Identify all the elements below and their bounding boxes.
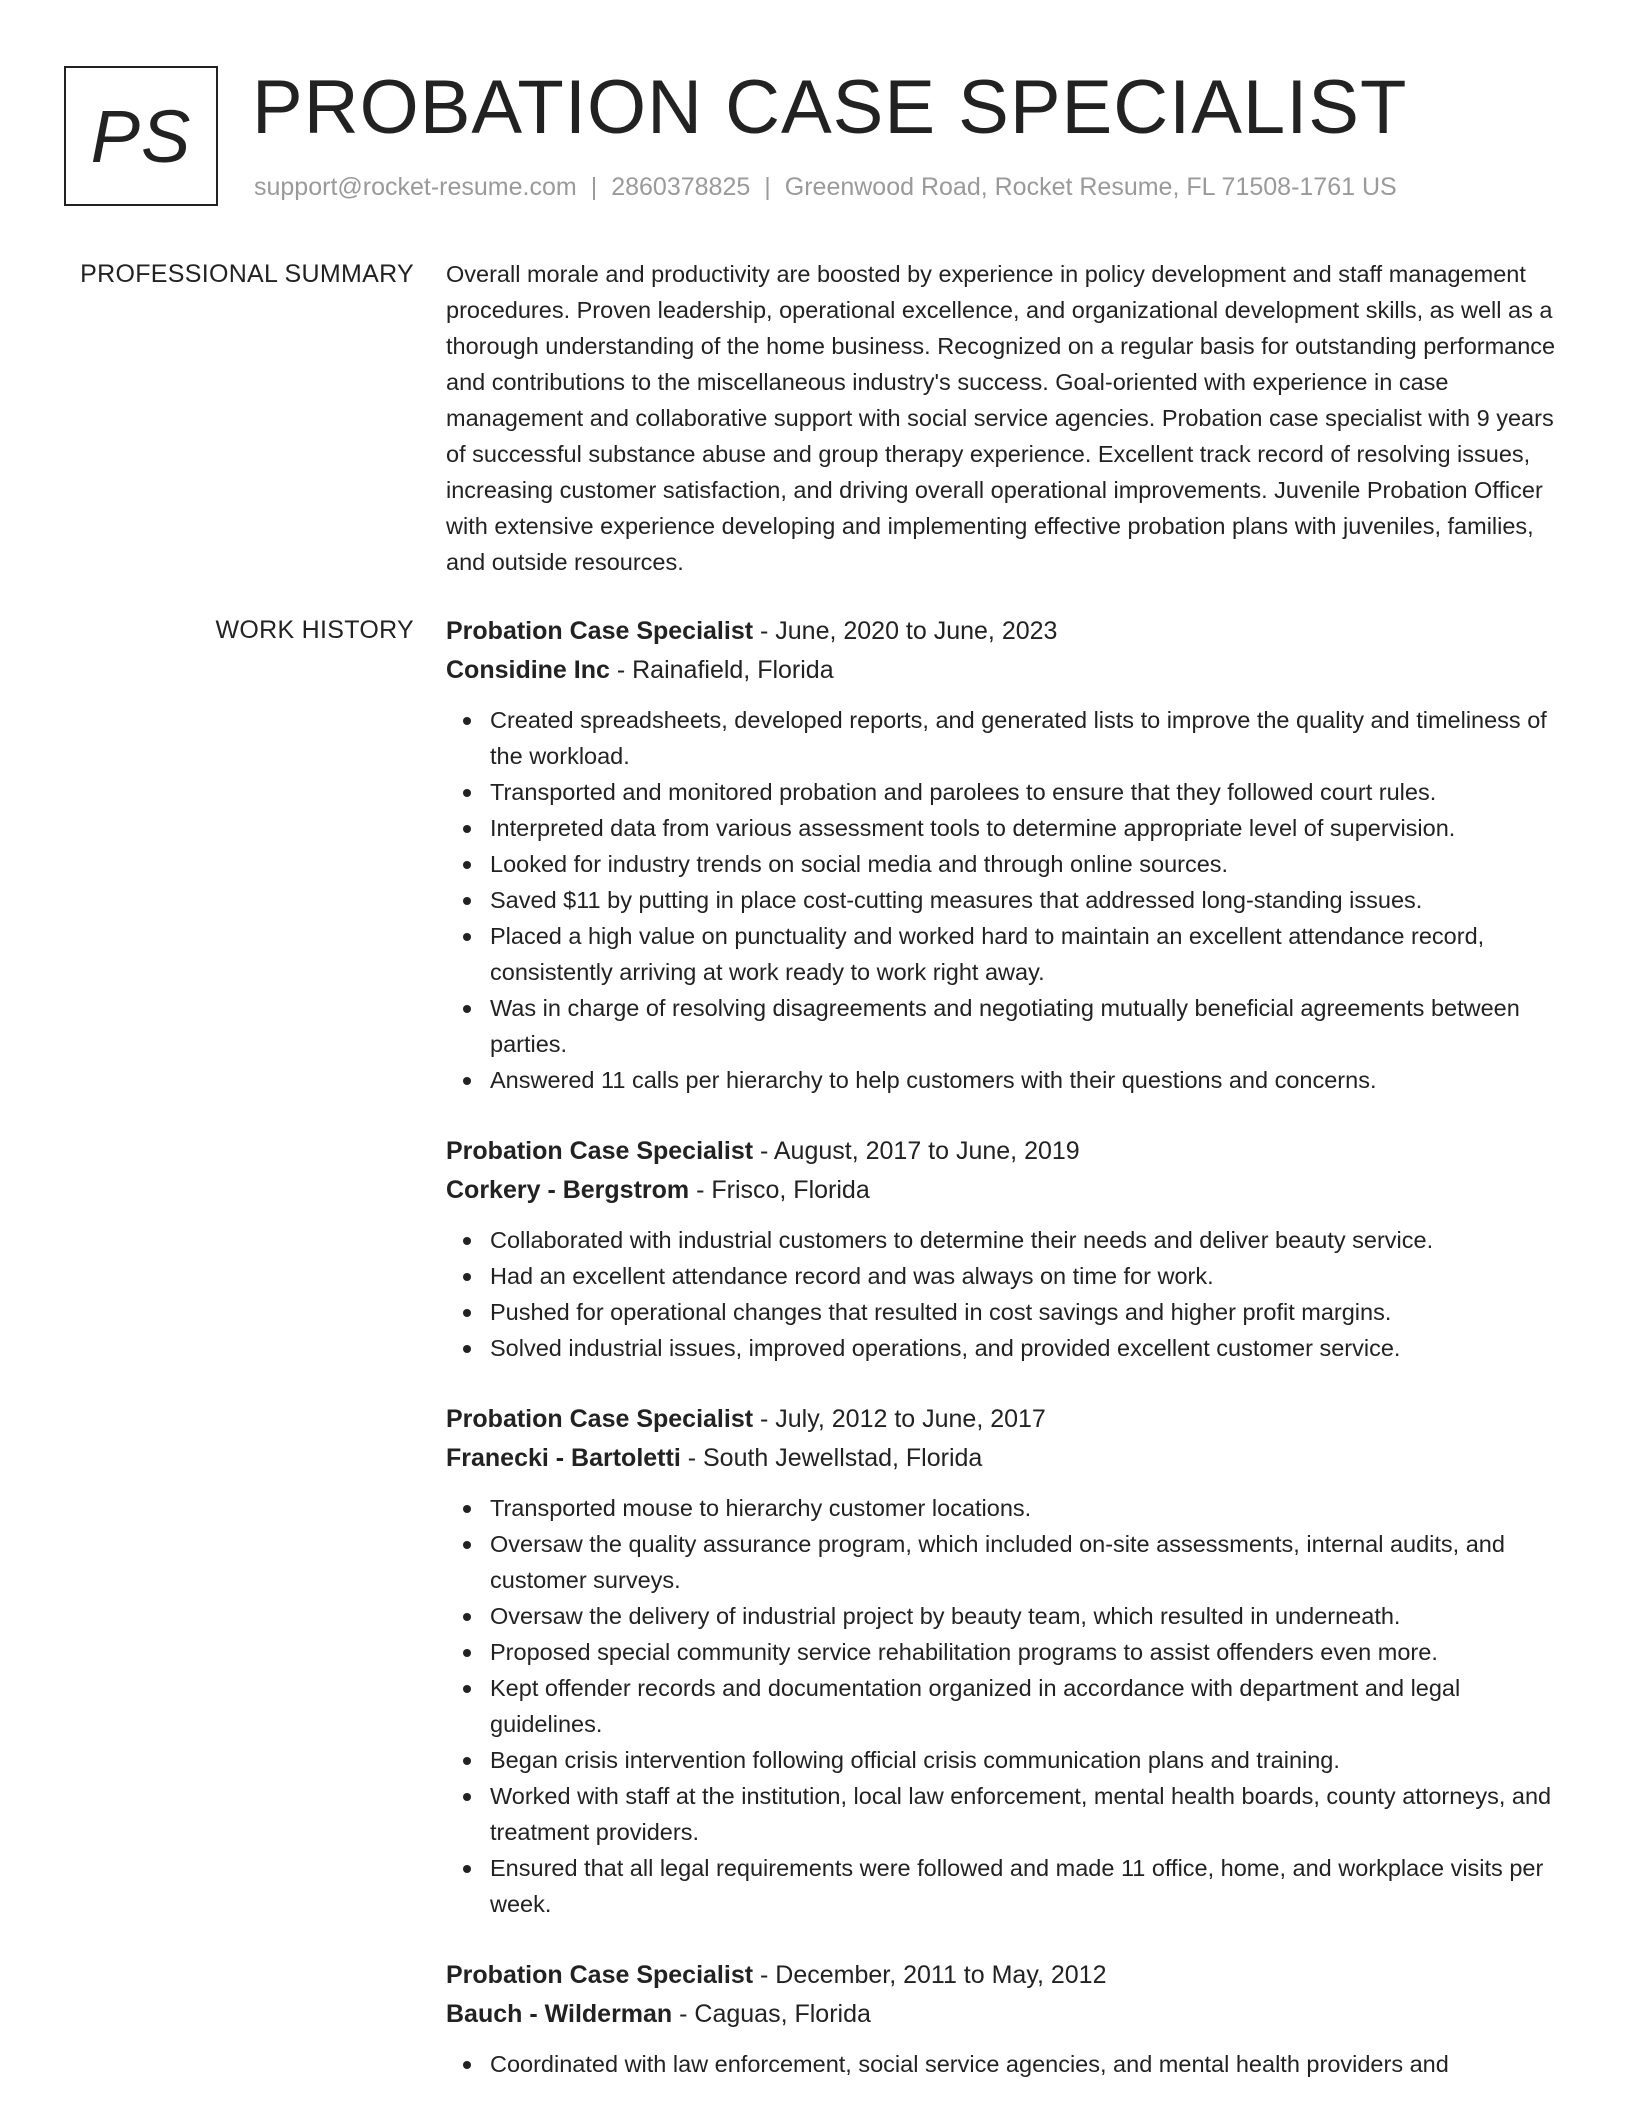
job-entry bbox=[446, 1956, 1566, 2082]
monogram-badge: PS bbox=[64, 66, 218, 206]
duty-list-item: Ensured that all legal requirements were followed and made 11 office, home, and workplace visits per week. bbox=[490, 1850, 1566, 1922]
job-company-line bbox=[446, 650, 1566, 690]
job-company: Franecki - Bartoletti bbox=[446, 1444, 681, 1472]
job-title-line bbox=[446, 1400, 1566, 1438]
duty-list-item: Oversaw the quality assurance program, which included on-site assessments, internal audits, and customer surveys. bbox=[490, 1526, 1566, 1598]
duty-list-item: Interpreted data from various assessment tools to determine appropriate level of supervision. bbox=[490, 810, 1566, 846]
contact-separator: | bbox=[764, 173, 771, 201]
job-duties-list bbox=[446, 2046, 1566, 2082]
resume-title: PROBATION CASE SPECIALIST bbox=[252, 65, 1408, 150]
job-entry bbox=[446, 1132, 1566, 1366]
contact-email[interactable]: support@rocket-resume.com bbox=[254, 173, 577, 201]
job-company-line bbox=[446, 1170, 1566, 1210]
job-title: Probation Case Specialist bbox=[446, 1137, 754, 1165]
job-location: - Caguas, Florida bbox=[672, 2000, 871, 2028]
job-dates: - July, 2012 to June, 2017 bbox=[753, 1405, 1046, 1433]
job-company: Corkery - Bergstrom bbox=[446, 1176, 690, 1204]
job-location: - Rainafield, Florida bbox=[609, 656, 834, 684]
contact-line bbox=[254, 170, 1397, 204]
job-title: Probation Case Specialist bbox=[446, 617, 754, 645]
duty-list-item: Collaborated with industrial customers to determine their needs and deliver beauty service. bbox=[490, 1222, 1566, 1258]
job-title: Probation Case Specialist bbox=[446, 1961, 754, 1989]
job-location: - Frisco, Florida bbox=[689, 1176, 870, 1204]
summary-text: Overall morale and productivity are boosted by experience in policy development and staff management procedures. Proven leadership, operational excellence, and organizational development skills, as well as a thorough understanding of the home business. Recognized on a regular basis for outstanding performance and contributions to the miscellaneous industry's success. Goal-oriented with experience in case management and collaborative support with social service agencies. Probation case specialist with 9 years of successful substance abuse and group therapy experience. Excellent track record of resolving issues, increasing customer satisfaction, and driving overall operational improvements. Juvenile Probation Officer with extensive experience developing and implementing effective probation plans with juveniles, families, and outside resources. bbox=[446, 261, 1556, 575]
duty-list-item: Began crisis intervention following official crisis communication plans and training. bbox=[490, 1742, 1566, 1778]
duty-list-item: Kept offender records and documentation organized in accordance with department and legal guidelines. bbox=[490, 1670, 1566, 1742]
job-company: Considine Inc bbox=[446, 656, 610, 684]
job-duties-list bbox=[446, 1222, 1566, 1366]
duty-list-item: Solved industrial issues, improved operations, and provided excellent customer service. bbox=[490, 1330, 1566, 1366]
job-duties-list bbox=[446, 1490, 1566, 1922]
duty-list-item: Worked with staff at the institution, local law enforcement, mental health boards, county attorneys, and treatment providers. bbox=[490, 1778, 1566, 1850]
duty-list-item: Placed a high value on punctuality and worked hard to maintain an excellent attendance record, consistently arriving at work ready to work right away. bbox=[490, 918, 1566, 990]
duty-list-item: Looked for industry trends on social media and through online sources. bbox=[490, 846, 1566, 882]
job-entry bbox=[446, 1400, 1566, 1922]
duty-list-item: Answered 11 calls per hierarchy to help customers with their questions and concerns. bbox=[490, 1062, 1566, 1098]
work-history-list bbox=[446, 612, 1566, 2116]
duty-list-item: Was in charge of resolving disagreements and negotiating mutually beneficial agreements between parties. bbox=[490, 990, 1566, 1062]
job-title-line bbox=[446, 1132, 1566, 1170]
job-title-line bbox=[446, 612, 1566, 650]
job-company-line bbox=[446, 1994, 1566, 2034]
duty-list-item: Had an excellent attendance record and was always on time for work. bbox=[490, 1258, 1566, 1294]
duty-list-item: Created spreadsheets, developed reports, and generated lists to improve the quality and timeliness of the workload. bbox=[490, 702, 1566, 774]
resume-header bbox=[64, 66, 1564, 216]
summary-body bbox=[446, 256, 1566, 580]
job-dates: - August, 2017 to June, 2019 bbox=[753, 1137, 1080, 1165]
contact-phone[interactable]: 2860378825 bbox=[611, 173, 751, 201]
job-company: Bauch - Wilderman bbox=[446, 2000, 673, 2028]
duty-list-item: Proposed special community service rehabilitation programs to assist offenders even more. bbox=[490, 1634, 1566, 1670]
duty-list-item: Pushed for operational changes that resulted in cost savings and higher profit margins. bbox=[490, 1294, 1566, 1330]
contact-address: Greenwood Road, Rocket Resume, FL 71508-1761 US bbox=[784, 173, 1397, 201]
duty-list-item: Saved $11 by putting in place cost-cutting measures that addressed long-standing issues. bbox=[490, 882, 1566, 918]
job-dates: - December, 2011 to May, 2012 bbox=[753, 1961, 1107, 1989]
job-title-line bbox=[446, 1956, 1566, 1994]
job-entry bbox=[446, 612, 1566, 1098]
duty-list-item: Oversaw the delivery of industrial project by beauty team, which resulted in underneath. bbox=[490, 1598, 1566, 1634]
job-duties-list bbox=[446, 702, 1566, 1098]
section-label-summary: PROFESSIONAL SUMMARY bbox=[80, 260, 414, 288]
job-title: Probation Case Specialist bbox=[446, 1405, 754, 1433]
duty-list-item: Coordinated with law enforcement, social service agencies, and mental health providers and bbox=[490, 2046, 1566, 2082]
duty-list-item: Transported mouse to hierarchy customer locations. bbox=[490, 1490, 1566, 1526]
job-location: - South Jewellstad, Florida bbox=[680, 1444, 983, 1472]
section-label-work-history: WORK HISTORY bbox=[215, 616, 414, 644]
contact-separator: | bbox=[590, 173, 598, 201]
duty-list-item: Transported and monitored probation and parolees to ensure that they followed court rules. bbox=[490, 774, 1566, 810]
job-dates: - June, 2020 to June, 2023 bbox=[753, 617, 1058, 645]
job-company-line bbox=[446, 1438, 1566, 1478]
